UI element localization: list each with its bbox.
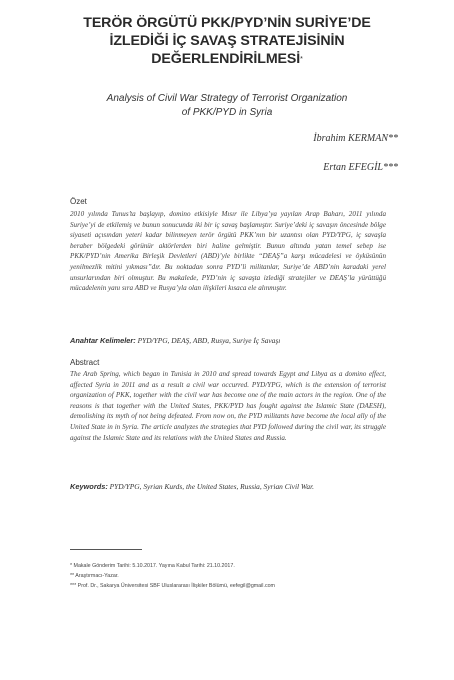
anahtar-kelimeler: [70, 336, 386, 346]
author-2: Ertan EFEGİL***: [323, 162, 398, 173]
footnote-divider: [70, 549, 142, 550]
ozet-text: 2010 yılında Tunus’ta başlayıp, domino etkisiyle Mısır ile Libya’ya yayılan Arap Baharı, 2011 yılında Suriye’yi de etkilemiş ve bunun sonucunda iki bir iç savaş başlamıştır. Suriye’deki iç savaşın öncesinde bölge siyaseti açısından yeteri kadar bilinmeyen terör örgütü PKK’nın bir uzantısı olan PYD/YPG, iç savaşla beraber bölgedeki görünür aktörlerden biri haline gelmiştir. Bunun altında yatan temel sebep ise PKK/PYD’nin Amerika Birleşik Devletleri (ABD)’yle birlikte “DEAŞ”a karşı mücadelesi ve öyküsünün yenilmezlik mitini yıkması”dır. Bu noktadan sonra PYD’li militanlar, Suriye’de ABD’nin karadaki yerel unsurlarından biri olmuştur. Bu makalede, PYD’nin iç savaşta izlediği stratejiler ve DEAŞ’la yürüttüğü mücadelenin yanı sıra ABD ve Rusya’yla olan ilişkileri kısaca ele alınmıştır.: [70, 210, 386, 293]
anahtar-text: PYD/YPG, DEAŞ, ABD, Rusya, Suriye İç Savaşı: [135, 336, 281, 345]
title-footnote-mark[interactable]: *: [300, 56, 303, 63]
title-line-3: [0, 50, 454, 69]
anahtar-label: Anahtar Kelimeler:: [70, 336, 136, 345]
english-title-line-1: Analysis of Civil War Strategy of Terrorist Organization: [106, 93, 348, 104]
english-title: [0, 92, 454, 120]
ozet-heading: Özet: [70, 197, 87, 206]
footnotes: [70, 561, 400, 591]
keywords-text: PYD/YPG, Syrian Kurds, the United States, Russia, Syrian Civil War.: [107, 482, 314, 491]
title-line-1: TERÖR ÖRGÜTÜ PKK/PYD’NİN SURİYE’DE: [83, 15, 371, 31]
article-title: [0, 14, 454, 69]
abstract-text: The Arab Spring, which began in Tunisia in 2010 and spread towards Egypt and Libya as a domino effect, affected Syria in 2011 and as a result a civil war occurred. PYD/YPG, which is the extension of terrorist organization of PKK, together with the civil war has become one of the main actors in the region. One of the reasons is that together with the United States, PKK/PYD has fought against the Islamic State (DAESH), demolishing its myth of not being defeated. From now on, the PYD militants have become the local ally of the United State in in Syria. The article analyzes the strategies that PYD followed during the civil war, its struggle against the Islamic State and its relations with the United States and Russia.: [70, 370, 386, 442]
footnote-2: ** Araştırmacı-Yazar.: [70, 573, 119, 579]
footnote-3: *** Prof. Dr., Sakarya Üniversitesi SBF Uluslararası İlişkiler Bölümü, eefegil@gmail.com: [70, 583, 275, 589]
keywords-label: Keywords:: [70, 482, 108, 491]
keywords: [70, 482, 386, 492]
title-line-3-text: DEĞERLENDİRİLMESİ: [151, 51, 301, 67]
footnote-1: * Makale Gönderim Tarihi: 5.10.2017. Yayına Kabul Tarihi: 21.10.2017.: [70, 563, 235, 569]
author-1: İbrahim KERMAN**: [313, 133, 398, 144]
english-title-line-2: of PKK/PYD in Syria: [181, 107, 273, 118]
abstract-heading: Abstract: [70, 358, 100, 367]
title-line-2: İZLEDİĞİ İÇ SAVAŞ STRATEJİSİNİN: [109, 33, 345, 49]
